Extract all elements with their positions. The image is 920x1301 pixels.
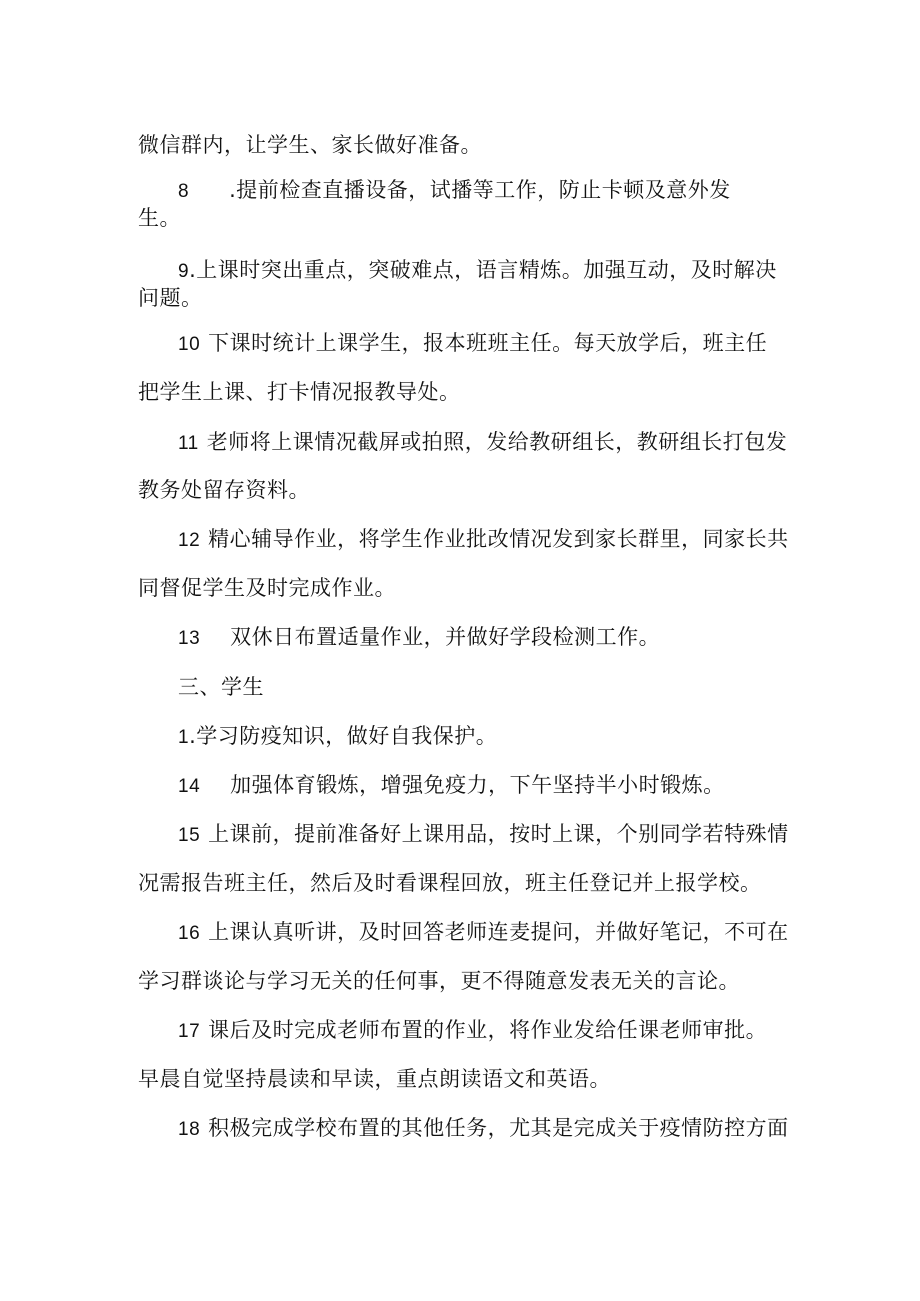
list-item-11 bbox=[178, 428, 828, 458]
item-text: 上课认真听讲，及时回答老师连麦提问，并做好笔记，不可在 bbox=[208, 920, 789, 944]
item-number: 13 bbox=[178, 628, 201, 649]
text-line: 早晨自觉坚持晨读和早读，重点朗读语文和英语。 bbox=[138, 1067, 611, 1091]
list-item-17 bbox=[178, 1016, 828, 1046]
item-number: 1 bbox=[178, 727, 190, 748]
item-number: 11 bbox=[178, 433, 199, 454]
section-heading: 三、学生 bbox=[178, 675, 264, 699]
item-number: 14 bbox=[178, 776, 201, 797]
item-text: 加强体育锻炼，增强免疫力，下午坚持半小时锻炼。 bbox=[230, 773, 725, 797]
text-line: 教务处留存资料。 bbox=[138, 478, 310, 502]
item-number: 10 bbox=[178, 334, 201, 355]
item-text: .学习防疫知识，做好自我保护。 bbox=[189, 724, 498, 748]
list-item-8 bbox=[178, 176, 828, 206]
text-line: 问题。 bbox=[138, 286, 203, 310]
list-item-14 bbox=[178, 771, 828, 801]
item-number: 12 bbox=[178, 530, 201, 551]
list-item-10 bbox=[178, 329, 828, 359]
item-text: 精心辅导作业，将学生作业批改情况发到家长群里，同家长共 bbox=[208, 527, 789, 551]
item-text: 积极完成学校布置的其他任务，尤其是完成关于疫情防控方面 bbox=[208, 1116, 789, 1140]
item-text: 双休日布置适量作业，并做好学段检测工作。 bbox=[230, 625, 661, 649]
item-text: 上课前，提前准备好上课用品，按时上课，个别同学若特殊情 bbox=[208, 822, 789, 846]
list-item-9 bbox=[178, 256, 828, 286]
list-item-15 bbox=[178, 820, 828, 850]
item-text: .上课时突出重点，突破难点，语言精炼。加强互动，及时解决 bbox=[189, 258, 777, 282]
text-line: 微信群内，让学生、家长做好准备。 bbox=[138, 133, 482, 157]
text-line: 生。 bbox=[138, 206, 181, 230]
list-item-18 bbox=[178, 1114, 828, 1144]
text-line: 况需报告班主任，然后及时看课程回放，班主任登记并上报学校。 bbox=[138, 871, 762, 895]
text-line: 学习群谈论与学习无关的任何事，更不得随意发表无关的言论。 bbox=[138, 969, 740, 993]
item-number: 9 bbox=[178, 261, 190, 282]
list-item-1 bbox=[178, 722, 828, 752]
item-number: 17 bbox=[178, 1021, 201, 1042]
item-text: 下课时统计上课学生，报本班班主任。每天放学后，班主任 bbox=[208, 331, 768, 355]
list-item-13 bbox=[178, 623, 828, 653]
item-number: 8 bbox=[178, 181, 190, 202]
text-line: 同督促学生及时完成作业。 bbox=[138, 576, 396, 600]
list-item-16 bbox=[178, 918, 828, 948]
item-number: 15 bbox=[178, 825, 201, 846]
item-text: 老师将上课情况截屏或拍照，发给教研组长，教研组长打包发 bbox=[206, 430, 788, 454]
item-number: 16 bbox=[178, 923, 201, 944]
item-text: 课后及时完成老师布置的作业，将作业发给任课老师审批。 bbox=[208, 1018, 768, 1042]
text-line: 把学生上课、打卡情况报教导处。 bbox=[138, 380, 461, 404]
item-text: .提前检查直播设备，试播等工作，防止卡顿及意外发 bbox=[229, 178, 731, 202]
item-number: 18 bbox=[178, 1119, 201, 1140]
list-item-12 bbox=[178, 525, 828, 555]
